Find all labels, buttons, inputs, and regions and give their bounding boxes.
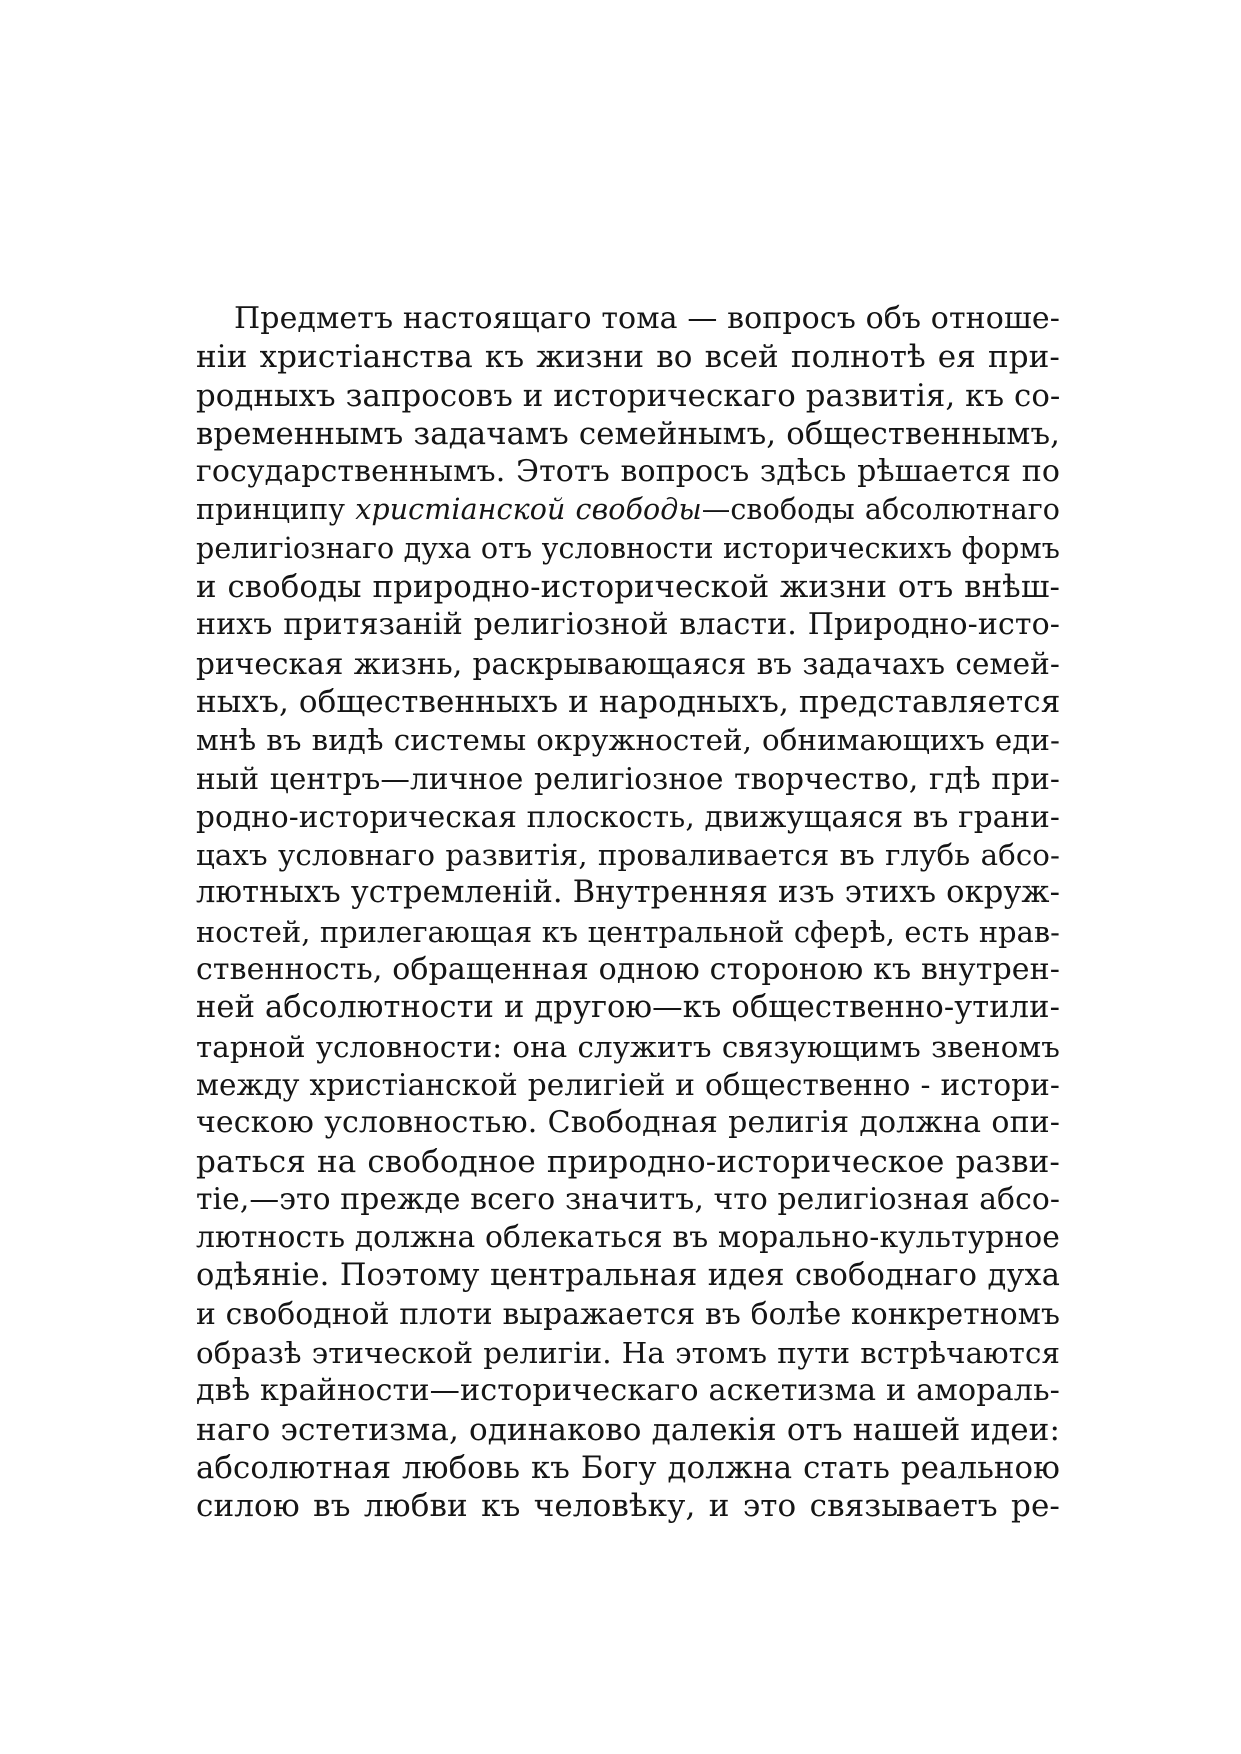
- text-line: [196, 1334, 1060, 1372]
- line-text: мнѣ въ видѣ системы окружностей, обнимающихъ еди-: [196, 723, 1060, 758]
- line-text: абсолютная любовь къ Богу должна стать реальною: [196, 1449, 1060, 1486]
- text-line: [196, 836, 1060, 874]
- line-text: родныхъ запросовъ и историческаго развитія, къ со-: [196, 377, 1061, 414]
- text-line: [196, 606, 1060, 644]
- line-text: ственность, обращенная одною стороною къ внутрен-: [196, 952, 1060, 988]
- text-line: [196, 1296, 1060, 1334]
- line-text: образѣ этической религіи. На этомъ пути встрѣчаются: [196, 1336, 1060, 1371]
- text-line: [196, 1066, 1060, 1104]
- text-line: [196, 721, 1060, 759]
- text-line: [196, 683, 1060, 721]
- line-text: государственнымъ. Этотъ вопросъ здѣсь рѣшается по: [196, 454, 1060, 490]
- italic-emphasis-text: христіанской свободы: [355, 493, 702, 527]
- text-line: [196, 1411, 1060, 1449]
- line-text: рическая жизнь, раскрывающаяся въ задачахъ семей-: [196, 646, 1060, 681]
- line-text: ностей, прилегающая къ центральной сферѣ, есть нрав-: [196, 914, 1060, 949]
- text-line: [196, 1181, 1060, 1219]
- line-text: двѣ крайности—историческаго аскетизма и амораль-: [196, 1373, 1060, 1409]
- text-line: [196, 1143, 1060, 1181]
- line-text: раться на свободное природно-историческое разви-: [196, 1143, 1060, 1180]
- text-line: [196, 1449, 1060, 1487]
- line-text: религіознаго духа отъ условности историческихъ формъ: [196, 531, 1060, 565]
- line-text: и свободной плоти выражается въ болѣе конкретномъ: [196, 1296, 1060, 1332]
- line-text: тарной условности: она служитъ связующимъ звеномъ: [196, 1029, 1060, 1064]
- text-line: [196, 1028, 1060, 1066]
- line-text: временнымъ задачамъ семейнымъ, общественнымъ,: [196, 415, 1060, 452]
- line-text: нихъ притязаній религіозной власти. Природно-исто-: [196, 607, 1060, 643]
- text-line: [196, 989, 1060, 1027]
- line-text: лютныхъ устремленій. Внутренняя изъ этихъ окруж-: [196, 875, 1060, 911]
- line-text: принципу: [196, 493, 356, 527]
- line-text: Предметъ настоящаго тома — вопросъ объ отноше-: [234, 301, 1060, 336]
- text-line: [196, 1487, 1060, 1525]
- text-line: [196, 530, 1060, 568]
- line-text: —свободы абсолютнаго: [701, 493, 1060, 527]
- line-text: наго эстетизма, одинаково далекія отъ нашей идеи:: [196, 1411, 1060, 1448]
- text-line: [196, 300, 1060, 338]
- line-text: и свободы природно-исторической жизни отъ внѣш-: [196, 569, 1060, 606]
- text-line: [196, 951, 1060, 989]
- line-text: между христіанской религіей и общественно - истори-: [196, 1067, 1060, 1102]
- text-line: [196, 913, 1060, 951]
- line-text: одѣяніе. Поэтому центральная идея свободнаго духа: [196, 1258, 1060, 1294]
- line-text: лютность должна облекаться въ морально-культурное: [196, 1220, 1060, 1256]
- line-text: ней абсолютности и другою—къ общественно-утили-: [196, 990, 1060, 1026]
- text-line: [196, 1372, 1060, 1410]
- text-line: [196, 491, 1060, 529]
- line-text: силою въ любви къ человѣку, и это связываетъ ре-: [196, 1488, 1060, 1525]
- line-text: ныхъ, общественныхъ и народныхъ, представляется: [196, 683, 1061, 720]
- text-line: [196, 798, 1060, 836]
- text-line: [196, 415, 1060, 453]
- line-text: ческою условностью. Свободная религія должна опи-: [196, 1105, 1060, 1141]
- text-line: [196, 377, 1060, 415]
- text-line: [196, 645, 1060, 683]
- line-text: ніи христіанства къ жизни во всей полнотѣ ея при-: [196, 339, 1060, 376]
- line-text: цахъ условнаго развитія, проваливается въ глубь абсо-: [196, 838, 1060, 873]
- text-line: [196, 453, 1060, 491]
- text-line: [196, 1219, 1060, 1257]
- text-line: [196, 568, 1060, 606]
- line-text: тіе,—это прежде всего значитъ, что религіозная абсо-: [196, 1181, 1060, 1217]
- body-paragraph: [196, 300, 1060, 1526]
- line-text: родно-историческая плоскость, движущаяся въ грани-: [196, 799, 1060, 834]
- text-line: [196, 760, 1060, 798]
- text-line: [196, 1257, 1060, 1295]
- text-line: [196, 1104, 1060, 1142]
- line-text: ный центръ—личное религіозное творчество, гдѣ при-: [196, 761, 1060, 796]
- text-line: [196, 338, 1060, 376]
- text-line: [196, 874, 1060, 912]
